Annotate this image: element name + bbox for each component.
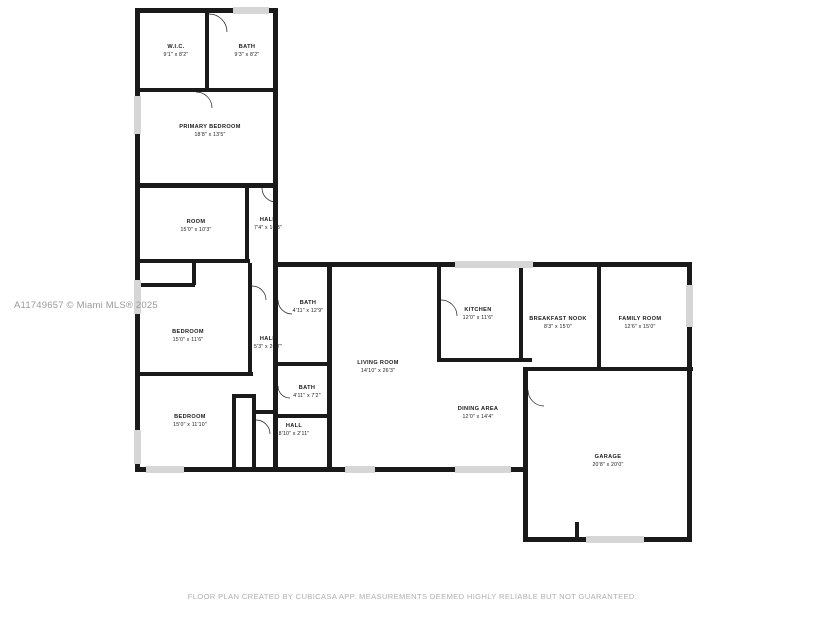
room-label: BEDROOM 15'0" x 11'6" — [172, 328, 204, 343]
disclaimer-text: FLOOR PLAN CREATED BY CUBICASA APP. MEASUREMENTS DEEMED HIGHLY RELIABLE BUT NOT GUARANTEED. — [187, 592, 638, 601]
room-label: HALL 5'3" x 20'7" — [254, 335, 282, 350]
room-label: LIVING ROOM 14'10" x 26'3" — [357, 359, 399, 374]
room-label: BEDROOM 15'0" x 11'10" — [173, 413, 207, 428]
room-label: PRIMARY BEDROOM 18'8" x 13'5" — [179, 123, 241, 138]
mls-watermark: A11749657 © Miami MLS® 2025 — [14, 300, 158, 311]
room-label: BATH 9'3" x 8'2" — [234, 43, 260, 58]
room-label: HALL 8'10" x 2'11" — [278, 422, 310, 437]
wall-outlines — [135, 8, 693, 542]
room-label: BATH 4'11" x 12'9" — [292, 299, 324, 314]
room-label: W.I.C. 9'1" x 8'2" — [163, 43, 189, 58]
window-openings — [134, 7, 693, 543]
room-label: BREAKFAST NOOK 8'3" x 15'0" — [529, 315, 587, 330]
room-label: HALL 7'4" x 10'3" — [254, 216, 282, 231]
room-label: BATH 4'11" x 7'2" — [293, 384, 321, 399]
room-label: GARAGE 20'8" x 20'0" — [592, 453, 624, 468]
room-label: FAMILY ROOM 12'6" x 15'0" — [618, 315, 662, 330]
room-label: KITCHEN 12'0" x 11'6" — [462, 306, 494, 321]
room-label: DINING AREA 12'0" x 14'4" — [457, 405, 499, 420]
room-label: ROOM 15'0" x 10'3" — [180, 218, 212, 233]
